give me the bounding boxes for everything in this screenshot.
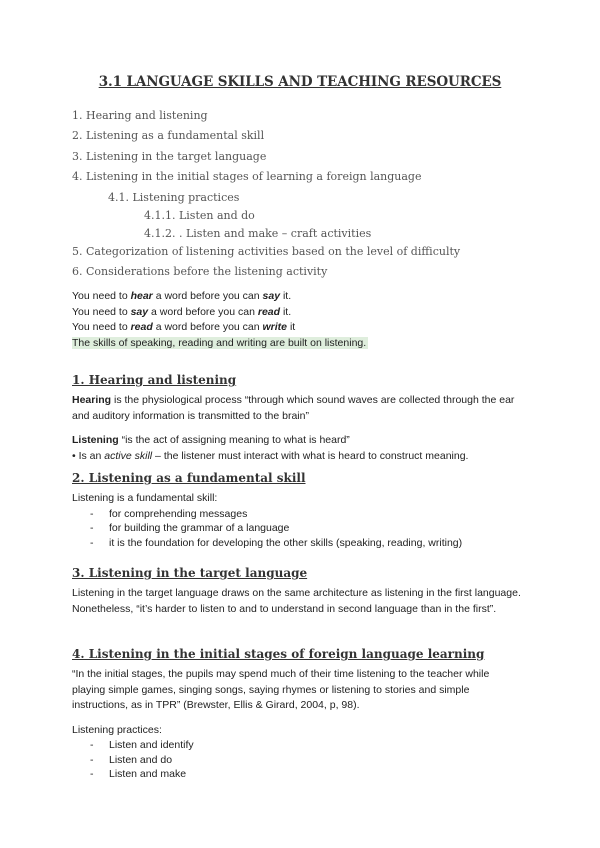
- list-item: - for comprehending messages: [72, 507, 522, 522]
- toc-subsubitem: 4.1.1. Listen and do: [144, 208, 255, 222]
- section-1-heading: 1. Hearing and listening: [72, 373, 237, 387]
- list-item: - Listen and make: [72, 767, 522, 782]
- intro-block: [72, 289, 522, 351]
- toc-subsubitem: 4.1.2. . Listen and make – craft activities: [144, 226, 372, 240]
- intro-line: You need to read a word before you can write it: [72, 321, 296, 333]
- table-of-contents: [72, 107, 460, 283]
- section-3-paragraph: Listening in the target language draws on the same architecture as listening in the first language. Nonetheless, “it’s harder to listen to and to understand in second language than in the first”.: [72, 587, 521, 615]
- toc-item: 5. Categorization of listening activities based on the level of difficulty: [72, 244, 461, 258]
- fundamental-skill-list: [72, 507, 522, 551]
- intro-line: You need to hear a word before you can say it.: [72, 290, 292, 302]
- list-item: - Listen and do: [72, 753, 522, 768]
- active-skill-bullet: • Is an active skill – the listener must interact with what is heard to construct meaning.: [72, 449, 469, 462]
- hearing-definition: Hearing is the physiological process “through which sound waves are collected through the ear and auditory information is transmitted to the brain”: [72, 394, 515, 422]
- toc-item: 2. Listening as a fundamental skill: [72, 129, 265, 143]
- list-item: - it is the foundation for developing the other skills (speaking, reading, writing): [72, 536, 522, 551]
- toc-subitem: 4.1. Listening practices: [108, 190, 240, 204]
- intro-highlight: The skills of speaking, reading and writing are built on listening.: [72, 336, 367, 349]
- section-4-heading: 4. Listening in the initial stages of foreign language learning: [72, 647, 485, 661]
- section-4-lead: Listening practices:: [72, 723, 162, 736]
- section-2-body: [72, 491, 522, 551]
- intro-line: You need to say a word before you can read it.: [72, 305, 292, 318]
- page-title: 3.1 LANGUAGE SKILLS AND TEACHING RESOURCES: [98, 74, 502, 90]
- section-3-heading: 3. Listening in the target language: [72, 566, 308, 580]
- section-2-lead: Listening is a fundamental skill:: [72, 492, 218, 504]
- list-item: - Listen and identify: [72, 738, 522, 753]
- section-2-heading: 2. Listening as a fundamental skill: [72, 471, 306, 485]
- section-4-body: [72, 667, 522, 782]
- section-1-body: [72, 393, 522, 464]
- toc-item: 1. Hearing and listening: [72, 109, 208, 122]
- toc-item: 3. Listening in the target language: [72, 149, 267, 163]
- listening-definition: Listening “is the act of assigning meaning to what is heard”: [72, 434, 350, 446]
- list-item: - for building the grammar of a language: [72, 521, 522, 536]
- listening-practices-list: [72, 738, 522, 782]
- toc-item: 6. Considerations before the listening activity: [72, 264, 328, 278]
- section-3-body: [72, 586, 522, 617]
- toc-item: 4. Listening in the initial stages of learning a foreign language: [72, 170, 422, 184]
- section-4-paragraph: “In the initial stages, the pupils may spend much of their time listening to the teacher while playing simple games, singing songs, saying rhymes or listening to stories and simple instructions, as in TPR” (Brewster, Ellis & Girard, 2004, p, 98).: [72, 668, 490, 711]
